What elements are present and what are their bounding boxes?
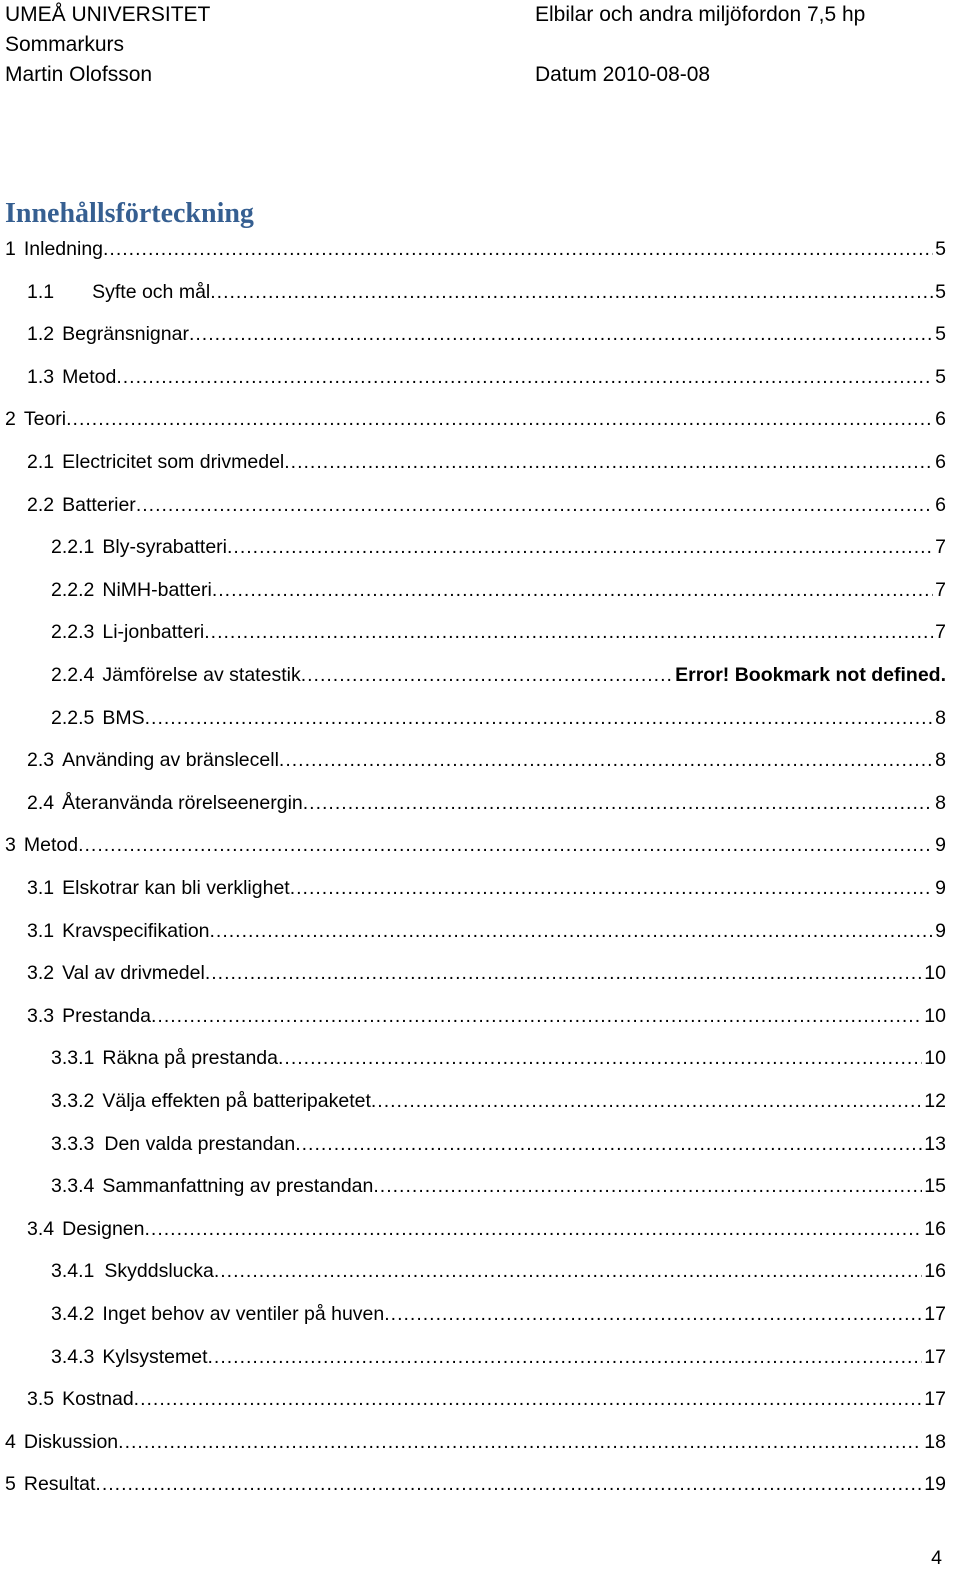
toc-dot-leader (295, 1133, 922, 1156)
header-left (5, 0, 210, 90)
toc-entry[interactable] (27, 1388, 946, 1418)
toc-entry-page: 8 (935, 791, 946, 814)
toc-entry[interactable] (27, 749, 946, 779)
toc-entry-page: Error! Bookmark not defined. (675, 664, 946, 686)
toc-entry-page: 15 (924, 1175, 946, 1198)
toc-dot-leader (189, 323, 933, 346)
toc-entry-number: 1.2 (27, 323, 55, 346)
toc-entry-label: Återanvända rörelseenergin (62, 791, 303, 814)
toc-entry-number: 3.3.2 (51, 1090, 95, 1112)
toc-entry-number: 2.2.2 (51, 578, 95, 601)
toc-entry-label: BMS (102, 706, 145, 729)
toc-entry-page: 9 (935, 834, 946, 857)
toc-entry-label: Prestanda (62, 1004, 152, 1027)
toc-entry-page: 12 (924, 1090, 946, 1112)
toc-entry-label: Den valda prestandan (104, 1132, 296, 1155)
toc-entry-label: Batterier (62, 493, 136, 516)
toc-entry[interactable] (27, 792, 946, 822)
toc-entry-number: 3.3.3 (51, 1132, 95, 1155)
toc-entry[interactable] (51, 1047, 946, 1077)
toc-entry-page: 7 (935, 578, 946, 601)
toc-entry-page: 9 (935, 919, 946, 942)
toc-dot-leader (373, 1175, 922, 1198)
toc-dot-leader (303, 792, 933, 815)
toc-entry-number: 3.3.1 (51, 1047, 95, 1070)
toc-dot-leader (301, 664, 673, 687)
toc-dot-leader (136, 494, 933, 517)
toc-entry-page: 10 (924, 962, 946, 985)
toc-dot-leader (212, 579, 933, 602)
toc-dot-leader (103, 238, 933, 261)
toc-entry[interactable] (27, 323, 946, 353)
toc-entry-number: 1 (5, 238, 16, 260)
toc-entry-number: 3.1 (27, 919, 55, 942)
toc-entry-number: 5 (5, 1473, 16, 1496)
toc-dot-leader (290, 877, 933, 900)
toc-entry-number: 2.2.3 (51, 621, 95, 644)
toc-entry-page: 10 (924, 1004, 946, 1027)
toc-entry[interactable] (27, 1005, 946, 1035)
toc-dot-leader (145, 707, 934, 730)
toc-entry-page: 6 (935, 451, 946, 473)
toc-entry-number: 3.4 (27, 1217, 55, 1240)
toc-entry-page: 13 (924, 1132, 946, 1155)
toc-entry[interactable] (5, 834, 946, 864)
toc-entry-page: 5 (935, 238, 946, 260)
university-name: UMEÅ UNIVERSITET (5, 3, 211, 26)
toc-dot-leader (214, 1260, 922, 1283)
toc-entry-label: Bly-syrabatteri (102, 536, 227, 559)
toc-entry-number: 2.2.4 (51, 664, 95, 686)
toc-entry-page: 5 (935, 365, 946, 388)
toc-entry-label: NiMH-batteri (102, 578, 212, 601)
toc-entry-number: 1.1 (27, 280, 55, 303)
toc-dot-leader (210, 281, 933, 304)
toc-entry-page: 5 (935, 323, 946, 346)
toc-dot-leader (371, 1090, 922, 1113)
toc-entry-label: Elskotrar kan bli verklighet (62, 877, 290, 899)
toc-entry-label: Kravspecifikation (62, 919, 210, 942)
toc-entry-page: 16 (924, 1217, 946, 1240)
toc-entry-page: 9 (935, 877, 946, 899)
toc-dot-leader (279, 749, 933, 772)
toc-entry-number: 3.5 (27, 1388, 55, 1411)
toc-dot-leader (227, 536, 933, 559)
toc-entry[interactable] (51, 664, 946, 694)
toc-entry-page: 17 (924, 1388, 946, 1411)
toc-entry-number: 3.4.2 (51, 1303, 95, 1325)
toc-entry-page: 10 (924, 1047, 946, 1070)
toc-entry[interactable] (51, 1346, 946, 1376)
toc-entry-page: 6 (935, 493, 946, 516)
toc-entry-label: Inledning (23, 238, 104, 260)
toc-entry[interactable] (5, 1431, 946, 1461)
toc-dot-leader (278, 1047, 922, 1070)
toc-entry-label: Använding av bränslecell (62, 749, 279, 772)
toc-entry[interactable] (27, 877, 946, 907)
toc-entry-label: Metod (23, 834, 79, 857)
header-blank (535, 30, 865, 60)
toc-dot-leader (151, 1005, 922, 1028)
toc-entry[interactable] (5, 1473, 946, 1503)
toc-entry-label: Syfte och mål (92, 280, 211, 303)
toc-entry-label: Designen (62, 1217, 145, 1240)
toc-entry-number: 3.4.1 (51, 1260, 95, 1283)
toc-entry-number: 3.1 (27, 877, 55, 899)
toc-dot-leader (205, 962, 922, 985)
toc-entry-page: 19 (924, 1473, 946, 1496)
toc-heading: Innehållsförteckning (5, 198, 254, 229)
toc-dot-leader (207, 1346, 922, 1369)
toc-entry[interactable] (27, 366, 946, 396)
toc-entry[interactable] (51, 707, 946, 737)
toc-entry[interactable] (27, 962, 946, 992)
toc-entry[interactable] (51, 1133, 946, 1163)
toc-entry[interactable] (5, 238, 946, 268)
document-date: Datum 2010-08-08 (535, 63, 711, 86)
toc-entry-page: 7 (935, 536, 946, 559)
toc-entry-page: 18 (924, 1430, 946, 1453)
toc-entry-label: Sammanfattning av prestandan (102, 1175, 374, 1198)
toc-entry-number: 3.3.4 (51, 1175, 95, 1198)
toc-entry-label: Val av drivmedel (62, 962, 205, 985)
toc-entry-number: 2.4 (27, 791, 55, 814)
toc-entry-number: 2 (5, 408, 16, 431)
toc-dot-leader (204, 621, 933, 644)
toc-entry-label: Räkna på prestanda (102, 1047, 278, 1070)
toc-entry-number: 3.4.3 (51, 1345, 95, 1368)
toc-entry-label: Diskussion (23, 1430, 119, 1453)
toc-entry[interactable] (27, 494, 946, 524)
toc-dot-leader (284, 451, 933, 474)
toc-dot-leader (384, 1303, 922, 1326)
toc-entry-page: 8 (935, 749, 946, 772)
toc-entry-number: 3 (5, 834, 16, 857)
toc-entry[interactable] (51, 1303, 946, 1333)
toc-entry[interactable] (5, 408, 946, 438)
toc-entry-label: Resultat (23, 1473, 96, 1496)
toc-entry[interactable] (51, 579, 946, 609)
toc-entry-label: Teori (23, 408, 67, 431)
toc-entry[interactable] (27, 451, 946, 481)
toc-dot-leader (95, 1473, 922, 1496)
toc-entry-page: 6 (935, 408, 946, 431)
toc-entry-page: 5 (935, 280, 946, 303)
toc-entry-page: 8 (935, 706, 946, 729)
toc-entry-label: Välja effekten på batteripaketet (102, 1090, 371, 1112)
toc-entry-number: 2.3 (27, 749, 55, 772)
toc-entry-number: 1.3 (27, 365, 55, 388)
toc-entry[interactable] (51, 536, 946, 566)
toc-entry[interactable] (51, 1175, 946, 1205)
toc-entry-page: 17 (924, 1345, 946, 1368)
toc-entry-label: Li-jonbatteri (102, 621, 205, 644)
toc-entry-number: 2.2.5 (51, 706, 95, 729)
author-name: Martin Olofsson (5, 63, 153, 86)
toc-dot-leader (116, 366, 933, 389)
toc-entry-number: 4 (5, 1430, 16, 1453)
toc-entry-number: 3.3 (27, 1004, 55, 1027)
toc-entry[interactable] (27, 281, 946, 311)
toc-entry-label: Skyddslucka (104, 1260, 214, 1283)
page-number: 4 (931, 1547, 942, 1569)
toc-entry-page: 7 (935, 621, 946, 644)
toc-entry-label: Metod (62, 365, 117, 388)
toc-entry[interactable] (51, 1260, 946, 1290)
toc-entry-number: 2.2.1 (51, 536, 95, 559)
toc-entry-number: 2.2 (27, 493, 55, 516)
toc-entry-label: Electricitet som drivmedel (62, 451, 285, 473)
toc-dot-leader (66, 408, 933, 431)
toc-dot-leader (210, 920, 934, 943)
toc-entry-label: Inget behov av ventiler på huven (102, 1303, 385, 1325)
course-name: Elbilar och andra miljöfordon 7,5 hp (535, 3, 866, 26)
toc-entry[interactable] (27, 920, 946, 950)
toc-entry-label: Kostnad (62, 1388, 134, 1411)
toc-dot-leader (118, 1431, 922, 1454)
header-right (535, 0, 865, 90)
toc-entry-page: 16 (924, 1260, 946, 1283)
toc-entry-label: Begränsnignar (62, 323, 189, 346)
toc-dot-leader (78, 834, 933, 857)
toc-entry[interactable] (51, 621, 946, 651)
toc-entry-number: 3.2 (27, 962, 55, 985)
toc-entry-page: 17 (924, 1303, 946, 1325)
toc-dot-leader (134, 1388, 923, 1411)
toc-dot-leader (145, 1218, 923, 1241)
toc-entry-number: 2.1 (27, 451, 55, 473)
toc-entry[interactable] (27, 1218, 946, 1248)
toc-entry[interactable] (51, 1090, 946, 1120)
course-type: Sommarkurs (5, 33, 125, 56)
toc-entry-label: Jämförelse av statestik (102, 664, 301, 686)
toc-entry-label: Kylsystemet (102, 1345, 208, 1368)
